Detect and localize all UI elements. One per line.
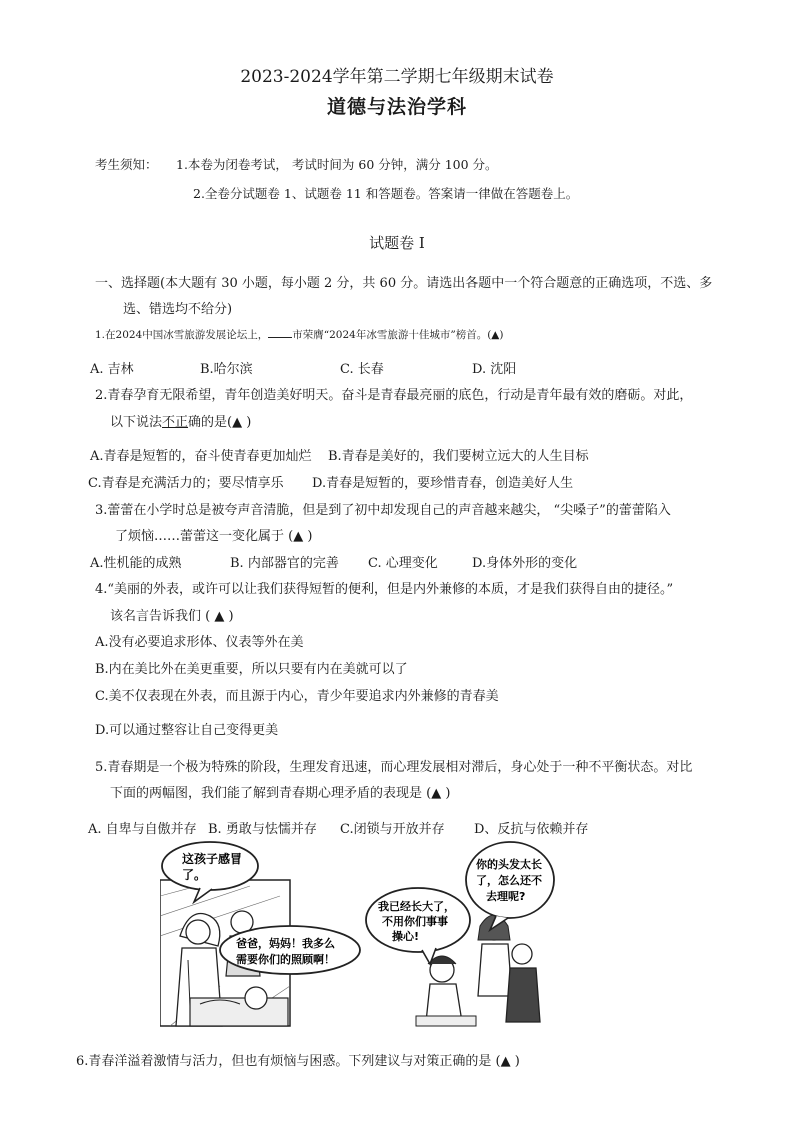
- notice-label: 考生须知：: [95, 157, 158, 172]
- q2-option-d: D.青春是短暂的，要珍惜青春，创造美好人生: [312, 476, 574, 491]
- bubble-doctor-line-1: 这孩子感冒: [182, 852, 243, 866]
- bubble-mother-line-2: 了，怎么还不: [476, 874, 542, 887]
- q1-stem: [95, 327, 503, 342]
- q5-option-c: C.闭锁与开放并存: [340, 822, 445, 837]
- speech-bubble-mother: [466, 842, 554, 930]
- notice-line-2: 2.全卷分试题卷 1、试题卷 11 和答题卷。答案请一律做在答题卷上。: [193, 186, 579, 201]
- q2-option-c: C.青春是充满活力的；要尽情享乐: [88, 476, 284, 491]
- section-title: 试题卷 I: [369, 234, 425, 252]
- q1-stem-b: 市荣膺“2024年冰雪旅游十佳城市”榜首。(▲): [292, 329, 504, 341]
- q2-option-a: A.青春是短暂的，奋斗使青春更加灿烂: [90, 449, 312, 464]
- q6-line-1: 6.青春洋溢着激情与活力，但也有烦恼与困惑。下列建议与对策正确的是 (▲ ): [76, 1054, 520, 1069]
- bubble-mother-line-3: 去理呢?: [486, 890, 526, 903]
- q1-option-c: C. 长春: [340, 362, 384, 377]
- q4-option-a: A.没有必要追求形体、仪表等外在美: [95, 635, 304, 650]
- q4-option-b: B.内在美比外在美更重要，所以只要有内在美就可以了: [95, 662, 408, 677]
- q1-blank: [268, 327, 292, 338]
- bubble-teen-line-2: 不用你们事事: [382, 915, 448, 928]
- speech-bubble-teen: [366, 888, 470, 964]
- q2-option-b: B.青春是美好的，我们要树立远大的人生目标: [328, 449, 589, 464]
- q2-line-2-b: 确的是(▲ ): [188, 415, 252, 430]
- q4-option-c: C.美不仅表现在外表，而且源于内心，青少年要追求内外兼修的青春美: [95, 689, 499, 704]
- q2-line-1: 2.青春孕育无限希望，青年创造美好明天。奋斗是青春最亮丽的底色，行动是青年最有效的磨砺。对此，: [95, 388, 693, 403]
- comic-figure: [160, 836, 560, 1036]
- q3-option-a: A.性机能的成熟: [90, 556, 182, 571]
- q3-option-d: D.身体外形的变化: [472, 556, 578, 571]
- q1-stem-a: 1.在2024中国冰雪旅游发展论坛上，: [95, 329, 269, 341]
- exam-title: 2023-2024学年第二学期七年级期末试卷: [240, 67, 554, 87]
- q4-option-d: D.可以通过整容让自己变得更美: [95, 723, 279, 738]
- q4-line-2: 该名言告诉我们 ( ▲ ): [110, 609, 234, 624]
- father-figure: [506, 944, 540, 1022]
- teen-figure: [416, 956, 476, 1026]
- section-intro-1: 一、选择题(本大题有 30 小题，每小题 2 分，共 60 分。请选出各题中一个符合题意的正确选项，不选、多: [95, 276, 713, 291]
- bubble-teen-line-3: 操心!: [392, 930, 420, 943]
- q1-option-d: D. 沈阳: [472, 362, 517, 377]
- bubble-mother-line-1: 你的头发太长: [476, 858, 542, 871]
- q1-option-b: B.哈尔滨: [200, 362, 253, 377]
- q5-option-b: B. 勇敢与怯懦并存: [208, 822, 317, 837]
- subject-title: 道德与法治学科: [326, 96, 467, 118]
- q5-line-1: 5.青春期是一个极为特殊的阶段，生理发育迅速，而心理发展相对滞后，身心处于一种不平衡状态。对比: [95, 760, 693, 775]
- q3-option-b: B. 内部器官的完善: [230, 556, 339, 571]
- q1-option-a: A. 吉林: [90, 362, 134, 377]
- speech-bubble-child: [220, 926, 360, 974]
- q5-line-2: 下面的两幅图，我们能了解到青春期心理矛盾的表现是 (▲ ): [110, 786, 451, 801]
- bubble-doctor-line-2: 了。: [182, 868, 207, 882]
- bubble-teen-line-1: 我已经长大了，: [378, 900, 455, 913]
- q2-underlined: 不正: [162, 415, 189, 430]
- q3-line-2: 了烦恼……蕾蕾这一变化属于 (▲ ): [115, 529, 313, 544]
- q5-option-d: D、反抗与依赖并存: [474, 822, 589, 837]
- q2-line-2: [110, 411, 251, 430]
- q3-line-1: 3.蕾蕾在小学时总是被夸声音清脆，但是到了初中却发现自己的声音越来越尖， “尖嗓子”的蕾蕾陷入: [95, 503, 671, 518]
- bubble-child-line-2: 需要你们的照顾啊！: [236, 953, 335, 966]
- section-intro-2: 选、错选均不给分): [123, 302, 233, 317]
- notice-line-1: 1.本卷为闭卷考试， 考试时间为 60 分钟，满分 100 分。: [176, 157, 498, 172]
- q2-line-2-a: 以下说法: [110, 415, 163, 430]
- q4-line-1: 4.“美丽的外表，或许可以让我们获得短暂的便利，但是内外兼修的本质，才是我们获得自由的捷径。”: [95, 582, 674, 597]
- bubble-child-line-1: 爸爸，妈妈！我多么: [236, 937, 335, 950]
- q3-option-c: C. 心理变化: [368, 556, 438, 571]
- q5-option-a: A. 自卑与自傲并存: [88, 822, 197, 837]
